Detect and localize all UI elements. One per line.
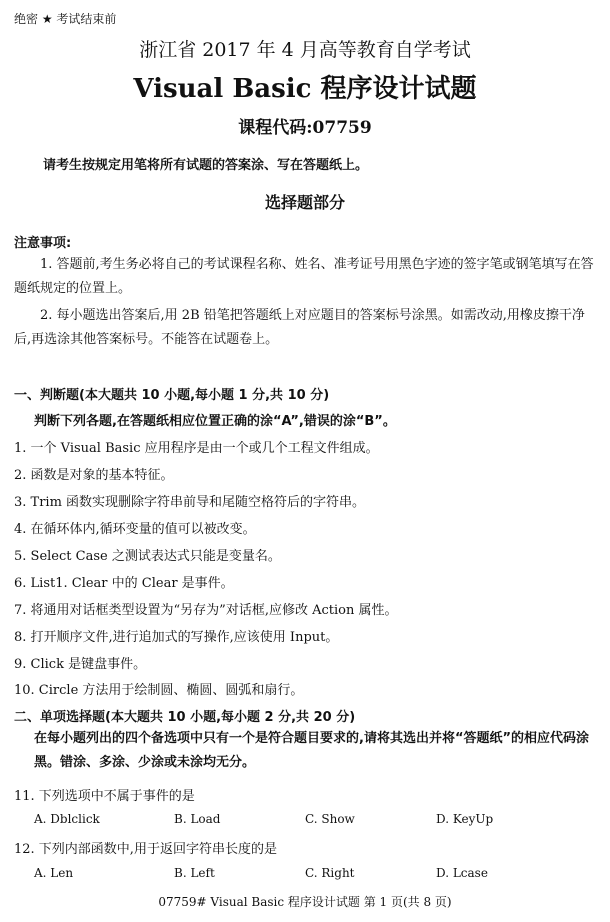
part2-instruction: 在每小题列出的四个备选项中只有一个是符合题目要求的,请将其选出并将“答题纸”的相应代码涂黑。错涂、多涂、少涂或未涂均无分。 <box>34 731 590 770</box>
question-item: 8. 打开顺序文件,进行追加式的写操作,应该使用 Input。 <box>14 630 339 645</box>
page-footer: 07759# Visual Basic 程序设计试题 第 1 页(共 8 页) <box>158 895 452 909</box>
notes-heading: 注意事项: <box>14 236 72 251</box>
answer-option: C. Show <box>305 812 355 826</box>
question-item: 7. 将通用对话框类型设置为“另存为”对话框,应修改 Action 属性。 <box>14 603 398 618</box>
answer-option: C. Right <box>305 866 355 880</box>
question-item: 5. Select Case 之测试表达式只能是变量名。 <box>14 549 281 564</box>
exam-name: 浙江省 2017 年 4 月高等教育自学考试 <box>139 39 471 61</box>
question-item: 2. 函数是对象的基本特征。 <box>14 468 174 483</box>
answer-option: B. Load <box>174 812 221 826</box>
question-item: 10. Circle 方法用于绘制圆、椭圆、圆弧和扇行。 <box>14 683 304 698</box>
section-title: 选择题部分 <box>264 193 345 212</box>
question-item: 6. List1. Clear 中的 Clear 是事件。 <box>14 576 234 591</box>
note-item: 2. 每小题选出答案后,用 2B 铅笔把答题纸上对应题目的答案标号涂黑。如需改动,用橡皮擦干净后,再选涂其他答案标号。不能答在试题卷上。 <box>14 308 585 347</box>
candidate-note: 请考生按规定用笔将所有试题的答案涂、写在答题纸上。 <box>43 158 369 173</box>
part2-heading: 二、单项选择题(本大题共 10 小题,每小题 2 分,共 20 分) <box>14 710 356 725</box>
answer-option: A. Len <box>34 866 74 880</box>
course-code: 课程代码:07759 <box>238 118 372 138</box>
part1-instruction: 判断下列各题,在答题纸相应位置正确的涂“A”,错误的涂“B”。 <box>34 414 396 429</box>
question-stem: 11. 下列选项中不属于事件的是 <box>14 789 195 804</box>
answer-option: B. Left <box>174 866 215 880</box>
exam-subject-title: Visual Basic 程序设计试题 <box>133 74 477 104</box>
note-item: 1. 答题前,考生务必将自己的考试课程名称、姓名、准考证号用黑色字迹的签字笔或钢笔填写在答题纸规定的位置上。 <box>14 257 594 296</box>
answer-option: D. KeyUp <box>436 812 494 826</box>
question-item: 1. 一个 Visual Basic 应用程序是由一个或几个工程文件组成。 <box>14 441 379 456</box>
question-item: 4. 在循环体内,循环变量的值可以被改变。 <box>14 522 256 537</box>
answer-option: A. Dblclick <box>34 812 100 826</box>
answer-option: D. Lcase <box>436 866 488 880</box>
question-stem: 12. 下列内部函数中,用于返回字符串长度的是 <box>14 842 277 857</box>
confidential-label: 绝密 ★ 考试结束前 <box>14 12 117 26</box>
question-item: 9. Click 是键盘事件。 <box>14 657 147 672</box>
question-item: 3. Trim 函数实现删除字符串前导和尾随空格符后的字符串。 <box>14 495 366 510</box>
part1-heading: 一、判断题(本大题共 10 小题,每小题 1 分,共 10 分) <box>14 388 330 403</box>
